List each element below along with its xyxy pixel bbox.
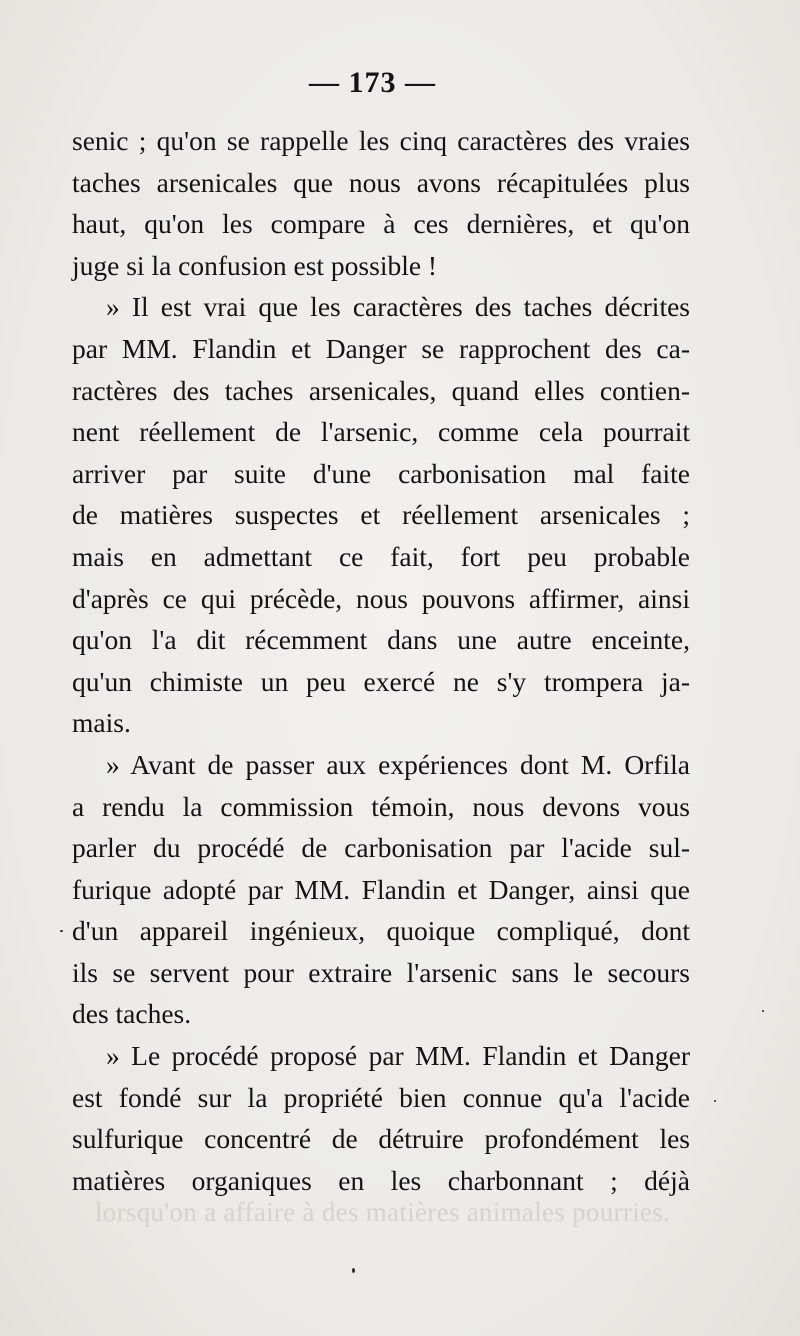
text-line: matières organiques en les charbonnant ; déjà (72, 1164, 690, 1196)
text-line: nent réellement de l'arsenic, comme cela pourrait (72, 416, 690, 448)
text-line: » Le procédé proposé par MM. Flandin et Danger (106, 1040, 690, 1072)
text-line: haut, qu'on les compare à ces dernières, et qu'on (72, 208, 690, 240)
text-line: sulfurique concentré de détruire profondément les (72, 1123, 690, 1155)
text-line: mais en admettant ce fait, fort peu probable (72, 540, 690, 572)
text-line: mais. (72, 707, 131, 739)
text-line: arriver par suite d'une carbonisation mal faite (72, 457, 690, 489)
text-line: senic ; qu'on se rappelle les cinq caractères des vraies (72, 125, 690, 156)
text-line: est fondé sur la propriété bien connue qu'a l'acide (72, 1081, 690, 1113)
paragraph-2 (72, 286, 690, 744)
scan-speck (762, 1010, 764, 1012)
text-line: qu'un chimiste un peu exercé ne s'y trompera ja- (72, 665, 690, 697)
bleed-through-text: lorsqu'on a affaire à des matières animales pourries. (95, 1197, 671, 1227)
paragraph-1 (72, 120, 690, 286)
text-line: furique adopté par MM. Flandin et Danger, ainsi que (72, 873, 690, 905)
text-line: d'un appareil ingénieux, quoique compliqué, dont (72, 915, 690, 947)
paragraph-3 (72, 744, 690, 1035)
text-line: juge si la confusion est possible ! (72, 249, 438, 281)
text-line: parler du procédé de carbonisation par l'acide sul- (72, 832, 690, 864)
text-line: ils se servent pour extraire l'arsenic sans le secours (72, 956, 690, 988)
scan-speck (60, 930, 63, 932)
text-line: » Il est vrai que les caractères des taches décrites (106, 291, 690, 323)
text-line: » Avant de passer aux expériences dont M. Orfila (106, 748, 690, 780)
body-text (72, 120, 690, 1201)
text-line: des taches. (72, 998, 192, 1030)
text-line: a rendu la commission témoin, nous devons vous (72, 790, 690, 822)
text-line: qu'on l'a dit récemment dans une autre enceinte, (72, 624, 690, 656)
text-line: ractères des taches arsenicales, quand elles contien- (72, 374, 690, 406)
text-line: taches arsenicales que nous avons récapitulées plus (72, 166, 690, 198)
text-line: d'après ce qui précède, nous pouvons affirmer, ainsi (72, 582, 690, 614)
text-line: de matières suspectes et réellement arsenicales ; (72, 499, 690, 531)
scan-speck (352, 1268, 355, 1273)
scan-speck (714, 1100, 716, 1102)
page-number: — 173 — (309, 66, 436, 99)
text-line: par MM. Flandin et Danger se rapprochent des ca- (72, 332, 690, 364)
paragraph-4 (72, 1035, 690, 1201)
